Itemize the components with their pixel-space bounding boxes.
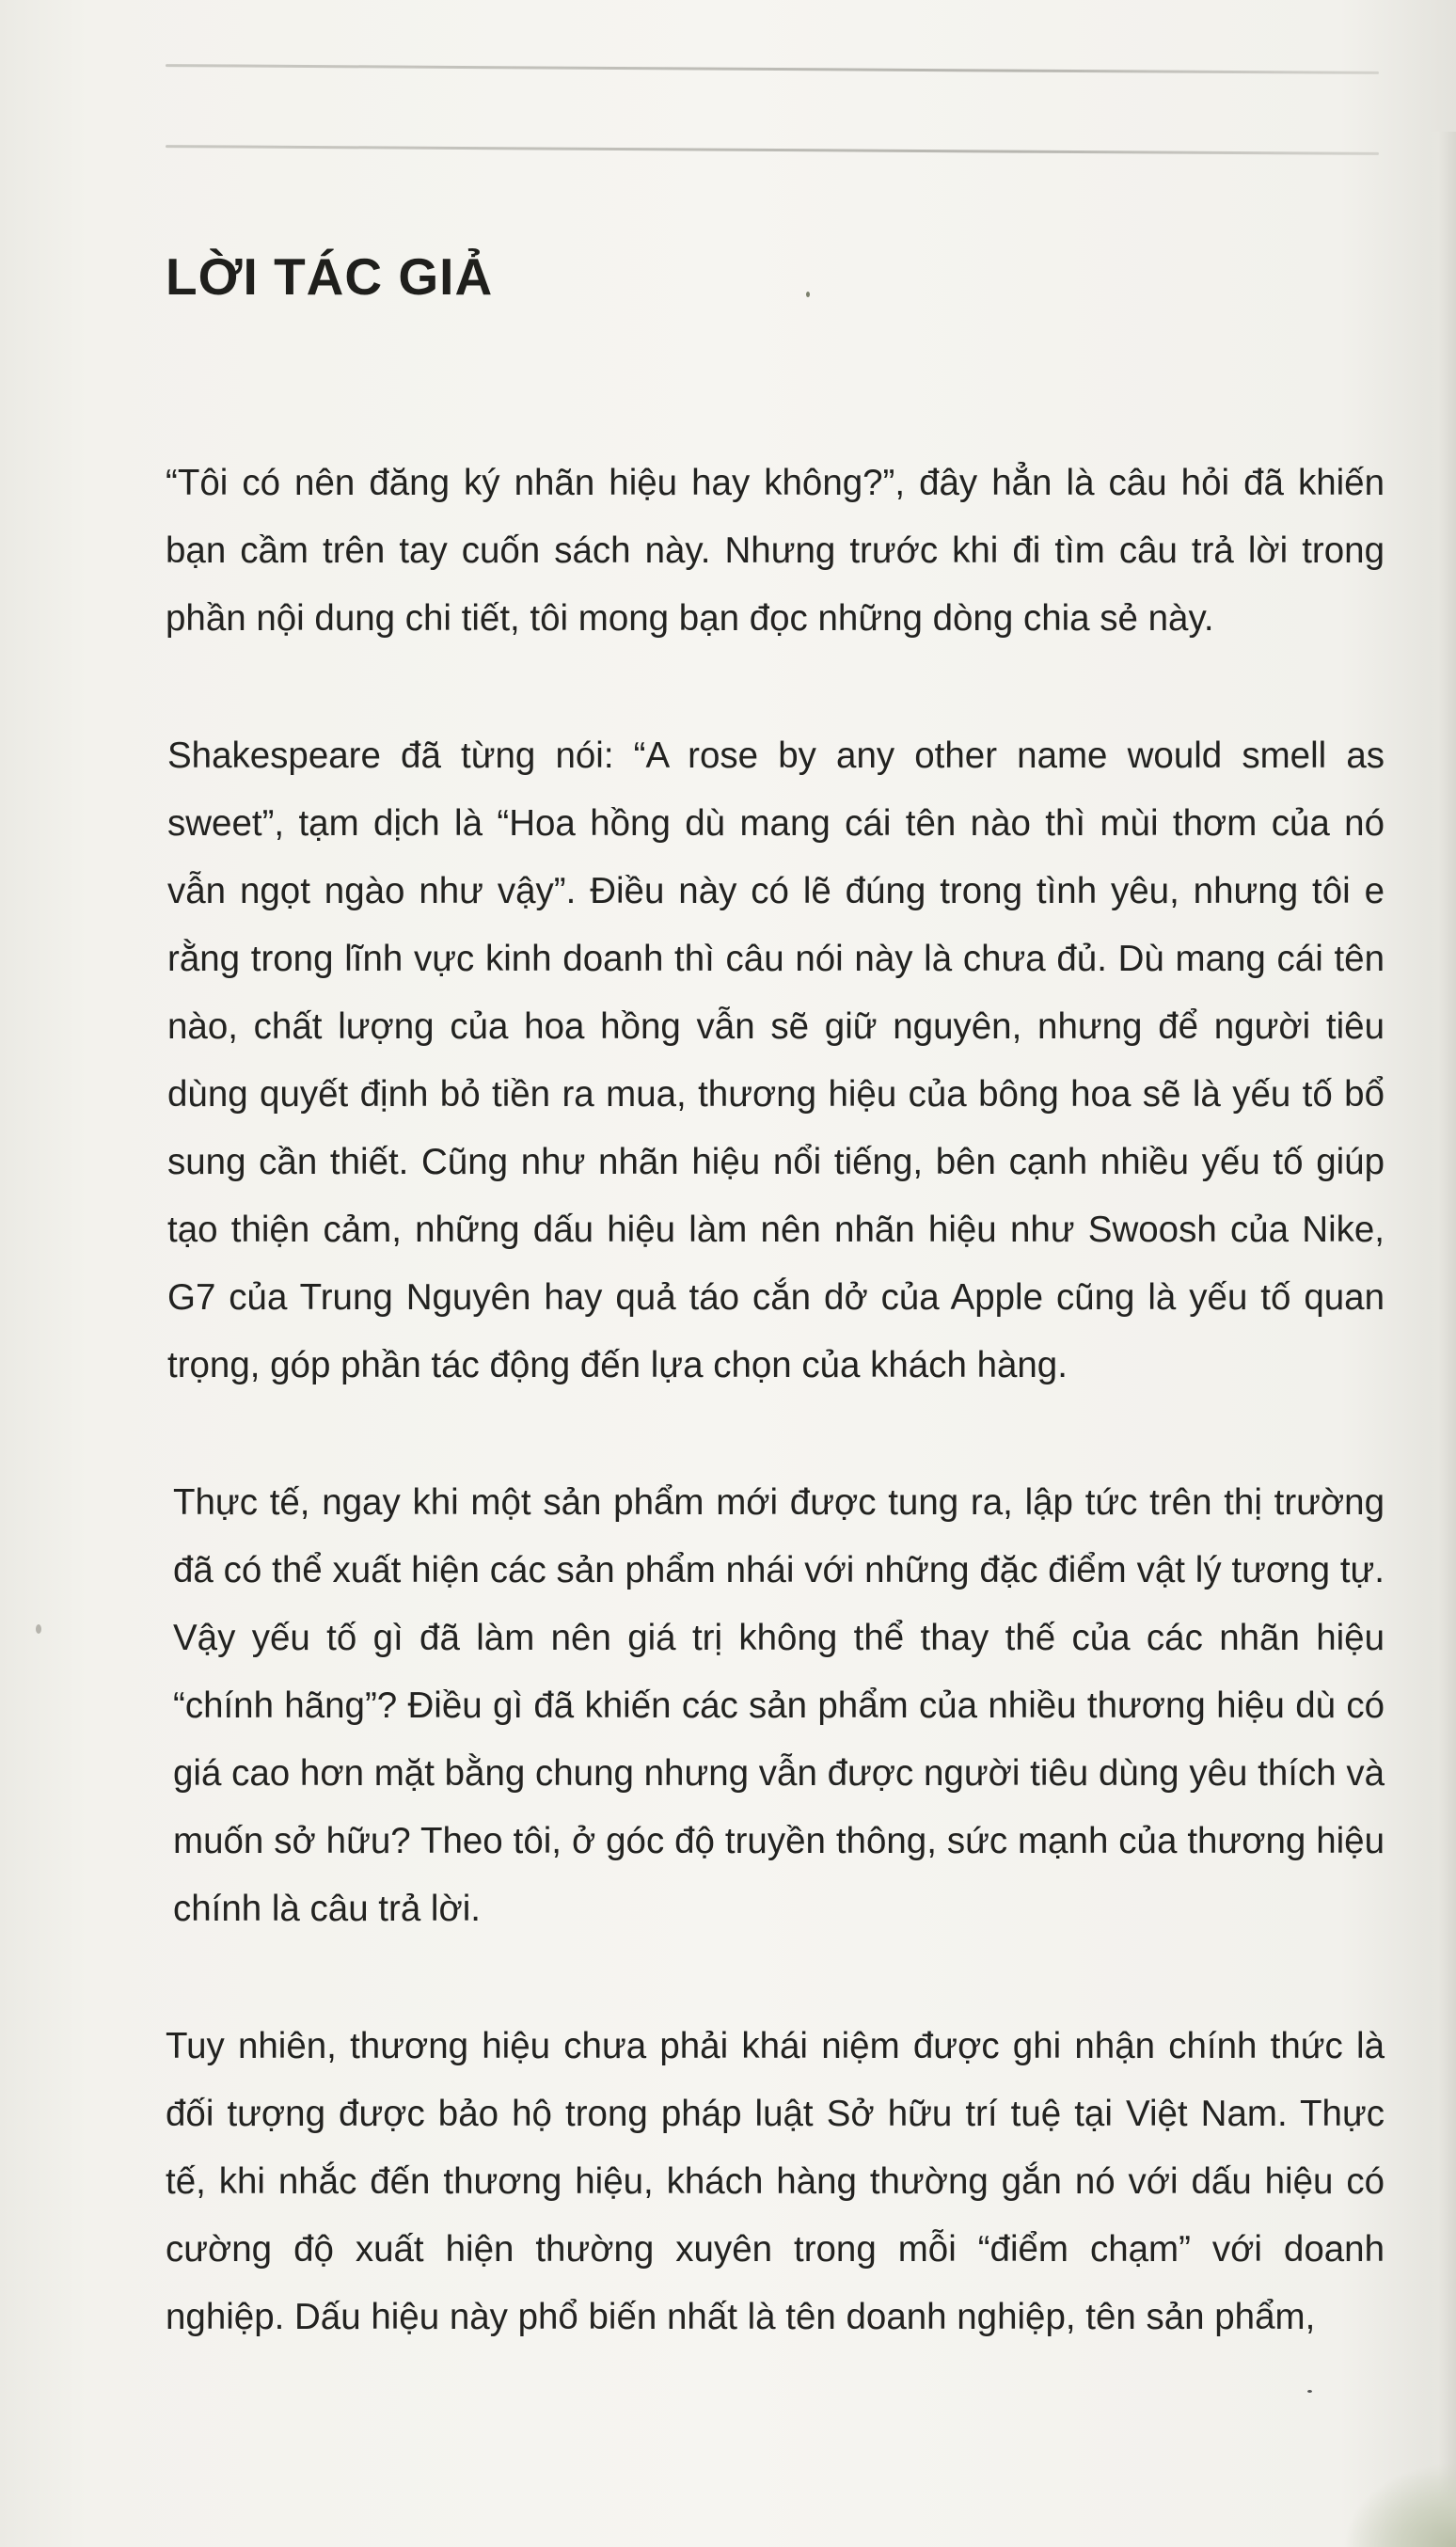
body-text <box>166 450 1385 2421</box>
paragraph-1: “Tôi có nên đăng ký nhãn hiệu hay không?”, đây hẳn là câu hỏi đã khiến bạn cầm trên tay cuốn sách này. Nhưng trước khi đi tìm câu trả lời trong phần nội dung chi tiết, tôi mong bạn đọc những dòng chia sẻ này. <box>166 463 1385 639</box>
page-corner-shadow <box>1343 2462 1456 2547</box>
print-speck <box>806 292 810 297</box>
paragraph-4: Tuy nhiên, thương hiệu chưa phải khái niệm được ghi nhận chính thức là đối tượng được bảo hộ trong pháp luật Sở hữu trí tuệ tại Việt Nam. Thực tế, khi nhắc đến thương hiệu, khách hàng thường gắn nó với dấu hiệu có cường độ xuất hiện thường xuyên trong mỗi “điểm chạm” với doanh nghiệp. Dấu hiệu này phổ biến nhất là tên doanh nghiệp, tên sản phẩm, <box>166 2026 1385 2337</box>
paragraph-3: Thực tế, ngay khi một sản phẩm mới được tung ra, lập tức trên thị trường đã có thể xuất hiện các sản phẩm nhái với những đặc điểm vật lý tương tự. Vậy yếu tố gì đã làm nên giá trị không thể thay thế của các nhãn hiệu “chính hãng”? Điều gì đã khiến các sản phẩm của nhiều thương hiệu dù có giá cao hơn mặt bằng chung nhưng vẫn được người tiêu dùng yêu thích và muốn sở hữu? Theo tôi, ở góc độ truyền thông, sức mạnh của thương hiệu chính là câu trả lời. <box>173 1482 1385 1929</box>
print-speck <box>36 1624 41 1634</box>
paragraph-2: Shakespeare đã từng nói: “A rose by any other name would smell as sweet”, tạm dịch là “Hoa hồng dù mang cái tên nào thì mùi thơm của nó vẫn ngọt ngào như vậy”. Điều này có lẽ đúng trong tình yêu, nhưng tôi e rằng trong lĩnh vực kinh doanh thì câu nói này là chưa đủ. Dù mang cái tên nào, chất lượng của hoa hồng vẫn sẽ giữ nguyên, nhưng để người tiêu dùng quyết định bỏ tiền ra mua, thương hiệu của bông hoa sẽ là yếu tố bổ sung cần thiết. Cũng như nhãn hiệu nổi tiếng, bên cạnh nhiều yếu tố giúp tạo thiện cảm, những dấu hiệu làm nên nhãn hiệu như Swoosh của Nike, G7 của Trung Nguyên hay quả táo cắn dở của Apple cũng là yếu tố quan trọng, góp phần tác động đến lựa chọn của khách hàng. <box>167 736 1385 1385</box>
header-rule-bottom <box>166 145 1379 155</box>
chapter-title: LỜI TÁC GIẢ <box>166 247 494 306</box>
header-rule-top <box>166 64 1379 74</box>
page-edge-shadow <box>1424 132 1456 2547</box>
